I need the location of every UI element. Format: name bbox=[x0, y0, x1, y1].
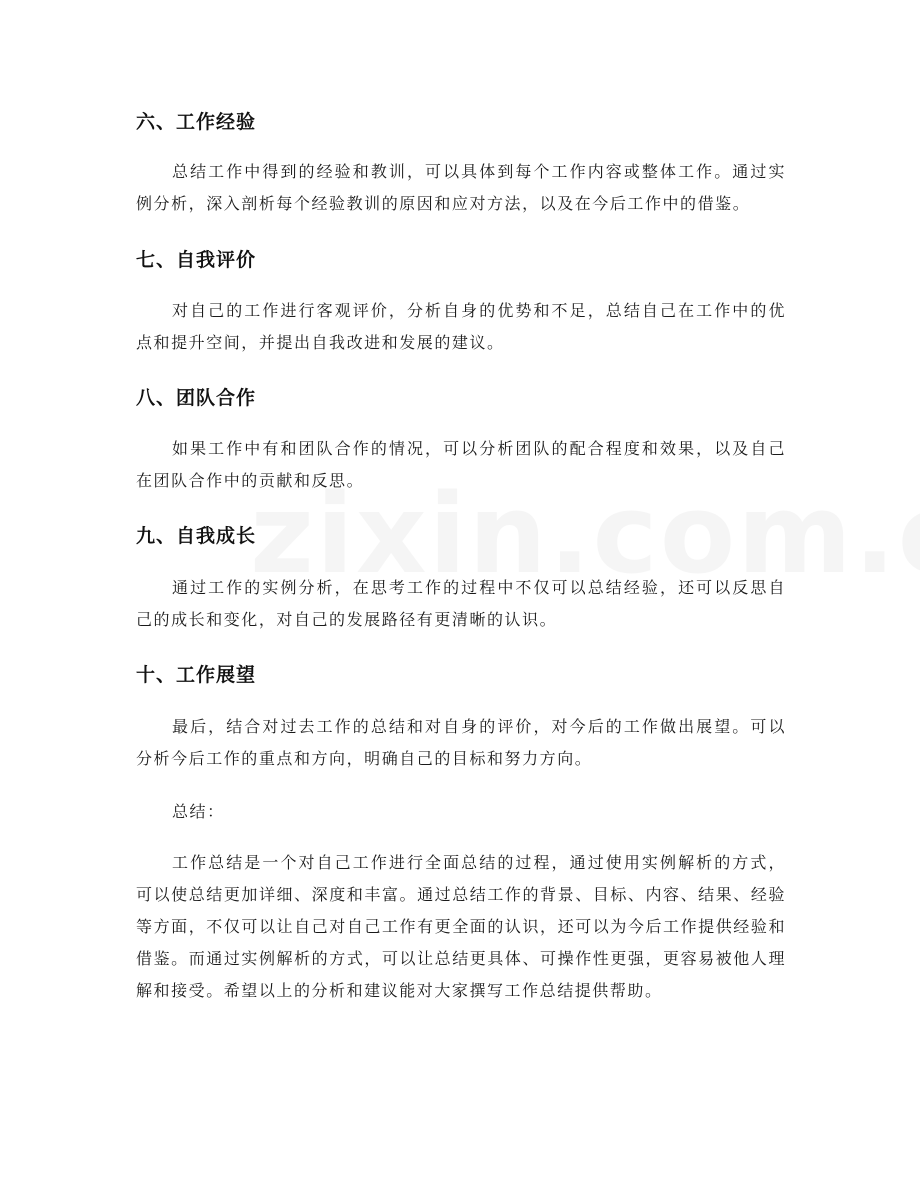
section-paragraph-self-growth: 通过工作的实例分析，在思考工作的过程中不仅可以总结经验，还可以反思自己的成长和变化，对自己的发展路径有更清晰的认识。 bbox=[136, 578, 786, 629]
section-heading-work-outlook: 十、工作展望 bbox=[136, 664, 257, 686]
section-heading-teamwork: 八、团队合作 bbox=[136, 387, 257, 409]
summary-label: 总结： bbox=[172, 802, 225, 821]
summary-paragraph: 工作总结是一个对自己工作进行全面总结的过程，通过使用实例解析的方式，可以使总结更加详细、深度和丰富。通过总结工作的背景、目标、内容、结果、经验等方面，不仅可以让自己对自己工作有更全面的认识，还可以为今后工作提供经验和借鉴。而通过实例解析的方式，可以让总结更具体、可操作性更强，更容易被他人理解和接受。希望以上的分析和建议能对大家撰写工作总结提供帮助。 bbox=[136, 853, 786, 1000]
section-heading-self-evaluation: 七、自我评价 bbox=[136, 249, 257, 271]
section-paragraph-self-evaluation: 对自己的工作进行客观评价，分析自身的优势和不足，总结自己在工作中的优点和提升空间，并提出自我改进和发展的建议。 bbox=[136, 301, 786, 352]
section-paragraph-teamwork: 如果工作中有和团队合作的情况，可以分析团队的配合程度和效果，以及自己在团队合作中的贡献和反思。 bbox=[136, 439, 786, 490]
section-paragraph-work-outlook: 最后，结合对过去工作的总结和对自身的评价，对今后的工作做出展望。可以分析今后工作的重点和方向，明确自己的目标和努力方向。 bbox=[136, 717, 786, 768]
section-heading-self-growth: 九、自我成长 bbox=[136, 525, 257, 547]
section-paragraph-work-experience: 总结工作中得到的经验和教训，可以具体到每个工作内容或整体工作。通过实例分析，深入剖析每个经验教训的原因和应对方法，以及在今后工作中的借鉴。 bbox=[136, 162, 786, 213]
section-heading-work-experience: 六、工作经验 bbox=[136, 111, 257, 133]
